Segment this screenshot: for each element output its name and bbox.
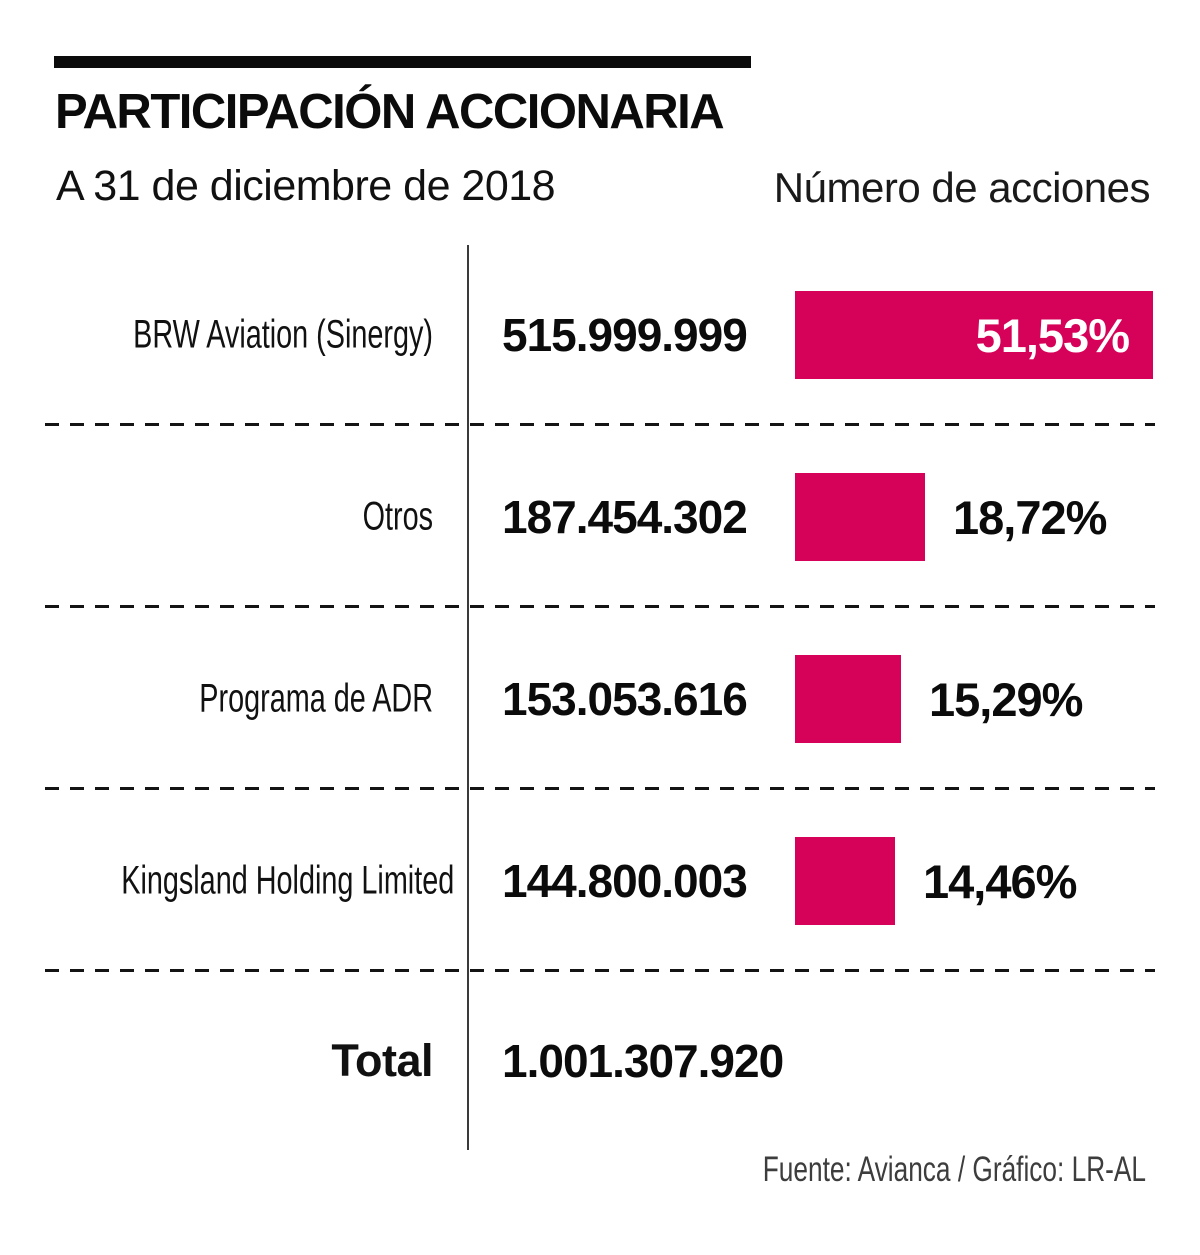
row-shares: 187.454.302 xyxy=(502,491,747,543)
table-row-otros xyxy=(0,426,1200,608)
row-shares: 153.053.616 xyxy=(502,673,747,725)
row-label: Kingsland Holding Limited xyxy=(121,858,455,903)
date-subtitle: A 31 de diciembre de 2018 xyxy=(56,162,556,210)
percent-label: 18,72% xyxy=(953,490,1107,544)
shares-column-label: Número de acciones xyxy=(773,164,1150,211)
table-row-total xyxy=(0,972,1200,1150)
bar-otros xyxy=(795,473,925,561)
bar-zone xyxy=(795,291,1153,379)
bar-kingsland xyxy=(795,837,895,925)
table-row-adr xyxy=(0,608,1200,790)
bar-zone xyxy=(795,655,1082,743)
bar-zone xyxy=(795,837,1076,925)
table-row-brw xyxy=(0,244,1200,426)
row-shares: 515.999.999 xyxy=(502,309,747,361)
row-label: Otros xyxy=(362,494,433,539)
total-shares: 1.001.307.920 xyxy=(502,1035,784,1087)
bar-adr xyxy=(795,655,901,743)
page-title: PARTICIPACIÓN ACCIONARIA xyxy=(55,85,724,139)
percent-label-inside: 51,53% xyxy=(975,308,1129,362)
percent-label: 14,46% xyxy=(923,854,1077,908)
row-label: Programa de ADR xyxy=(199,676,433,721)
row-shares: 144.800.003 xyxy=(502,855,747,907)
bar-brw xyxy=(795,291,1153,379)
row-label: BRW Aviation (Sinergy) xyxy=(133,312,433,357)
chart-rows xyxy=(0,244,1200,1150)
bar-zone xyxy=(795,473,1106,561)
total-label: Total xyxy=(331,1035,433,1086)
percent-label: 15,29% xyxy=(929,672,1083,726)
header-accent-bar xyxy=(54,56,751,68)
table-row-kingsland xyxy=(0,790,1200,972)
source-credit: Fuente: Avianca / Gráfico: LR-AL xyxy=(762,1150,1146,1189)
